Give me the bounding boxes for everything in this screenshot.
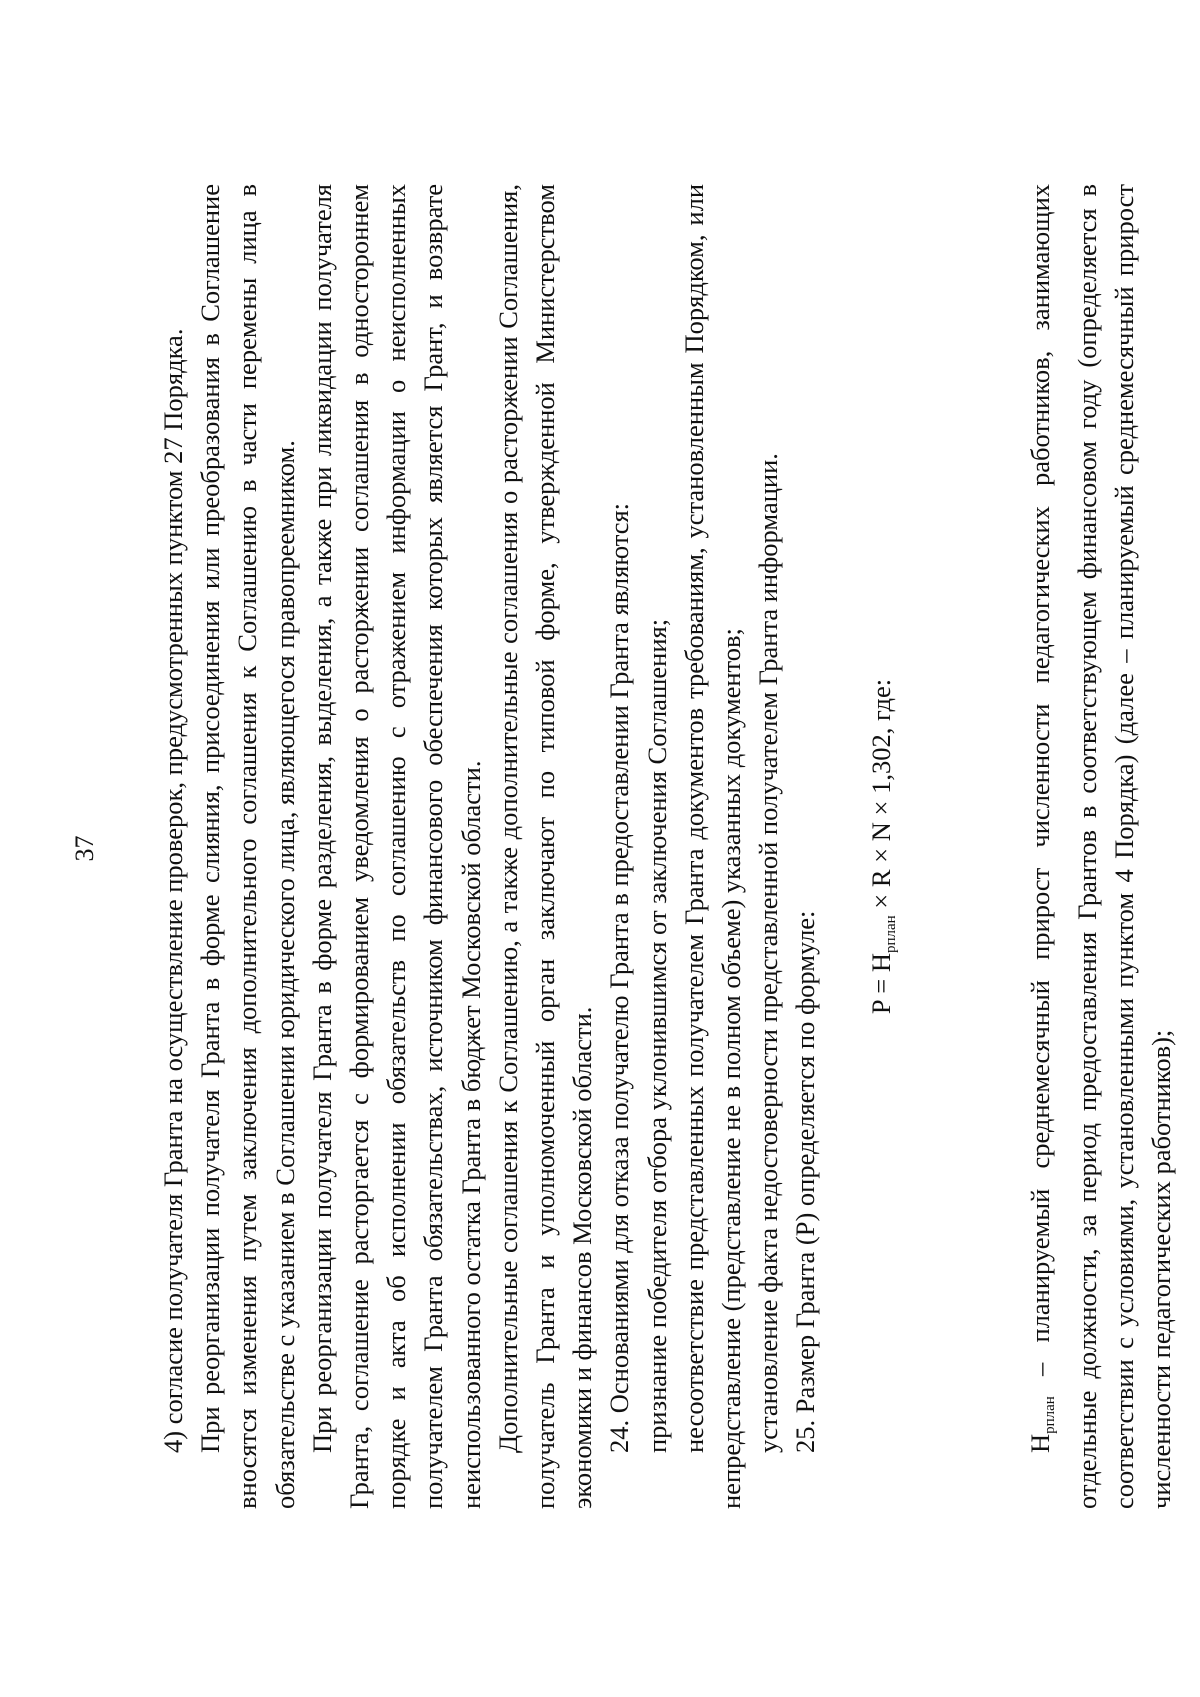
refusal-ground-2: несоответствие представленных получателем Гранта документов требованиям, установленным Порядком, или непредставление (представление не в полном объеме) указанных документов; <box>678 184 747 1509</box>
document-body <box>155 184 1181 1509</box>
grant-formula <box>863 184 910 1509</box>
paragraph-refusal-grounds: 24. Основаниями для отказа получателю Гранта в предоставлении Гранта являются: <box>604 502 635 1453</box>
definition-symbol: H <box>1024 1433 1055 1453</box>
formula-lhs: P = H <box>865 953 896 1015</box>
definition-text: – планируемый среднемесячный прирост численности педагогических работников, занимающих отдельные должности, за период предоставления Грантов в соответствующем финансовом году (определяется в соответствии с условиями, установленными пунктом 4 Порядка) (далее – планируемый среднемесячный прирост численности педагогических работников); <box>1024 184 1177 1509</box>
formula-rhs: × R × N × 1,302, где: <box>865 678 896 916</box>
definition-subscript: рплан <box>1041 1396 1058 1434</box>
refusal-ground-1: признание победителя отбора уклонившимся от заключения Соглашения; <box>641 618 672 1453</box>
definition-h-rplan <box>1022 184 1181 1509</box>
page-number: 37 <box>70 835 99 862</box>
spacer <box>948 184 1022 1509</box>
paragraph-consent: 4) согласие получателя Гранта на осуществление проверок, предусмотренных пунктом 27 Порядка. <box>158 328 188 1453</box>
paragraph-grant-size: 25. Размер Гранта (P) определяется по формуле: <box>790 910 821 1453</box>
paragraph-reorganization-division: При реорганизации получателя Гранта в форме разделения, выделения, а также при ликвидации получателя Гранта, соглашение расторгается с формированием уведомления о расторжении соглашения в одностороннем порядке и акта об исполнении обязательств по соглашению с отражением информации о неисполненных получателем Гранта обязательствах, источником финансового обеспечения которых является Грант, и возврате неиспользованного остатка Гранта в бюджет Московской области. <box>306 184 486 1509</box>
refusal-ground-3: установление факта недостоверности представленной получателем Гранта информации. <box>753 453 784 1453</box>
paragraph-additional-agreements: Дополнительные соглашения к Соглашению, а также дополнительные соглашения о расторжении Соглашения, получатель Гранта и уполномоченный орган заключают по типовой форме, утвержденной Министерством экономики и финансов Московской области. <box>492 184 598 1509</box>
paragraph-reorganization-merger: При реорганизации получателя Гранта в форме слияния, присоединения или преобразования в Соглашение вносятся изменения путем заключения дополнительного соглашения к Соглашению в части перемены лица в обязательстве с указанием в Соглашении юридического лица, являющегося правопреемником. <box>195 184 300 1509</box>
formula-subscript: рплан <box>882 915 899 954</box>
